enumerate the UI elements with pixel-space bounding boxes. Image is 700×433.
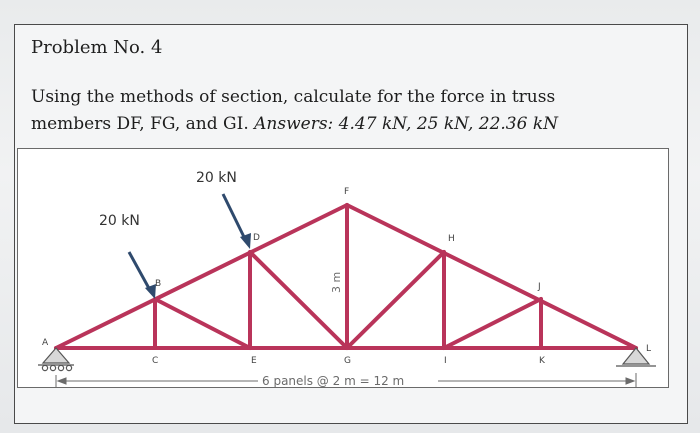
load-label-left: 20 kN xyxy=(99,213,140,229)
load-arrow-B xyxy=(129,252,151,292)
joint-label-K: K xyxy=(539,356,545,366)
joint-label-J: J xyxy=(538,282,541,292)
joint-label-L: L xyxy=(646,344,652,354)
problem-title: Problem No. 4 xyxy=(31,37,163,58)
joint-label-F: F xyxy=(344,187,350,197)
answers-text: Answers: 4.47 kN, 25 kN, 22.36 kN xyxy=(254,114,559,134)
truss-figure xyxy=(17,148,669,388)
pin-support-A xyxy=(38,348,74,371)
load-label-right: 20 kN xyxy=(196,170,237,186)
joint-label-B: B xyxy=(155,279,162,289)
height-label: 3 m xyxy=(330,271,343,293)
member-BE xyxy=(155,299,250,348)
span-label: 6 panels @ 2 m = 12 m xyxy=(262,374,405,387)
problem-statement xyxy=(31,84,671,138)
joint-label-D: D xyxy=(253,233,260,243)
joint-label-H: H xyxy=(448,234,455,244)
member-GH xyxy=(347,252,444,348)
joint-label-A: A xyxy=(42,338,49,348)
member-IJ xyxy=(444,299,541,348)
member-FL xyxy=(347,205,636,348)
joint-label-C: C xyxy=(152,356,159,366)
member-DG xyxy=(250,252,347,348)
statement-members: members DF, FG, and GI. xyxy=(31,114,249,134)
statement-line-1: Using the methods of section, calculate for the force in truss xyxy=(31,87,556,107)
statement-line-2 xyxy=(31,111,671,138)
joint-label-G: G xyxy=(344,356,351,366)
load-arrow-D xyxy=(223,194,245,239)
joint-label-E: E xyxy=(251,356,257,366)
joint-label-I: I xyxy=(444,356,447,366)
truss-diagram xyxy=(18,149,668,387)
